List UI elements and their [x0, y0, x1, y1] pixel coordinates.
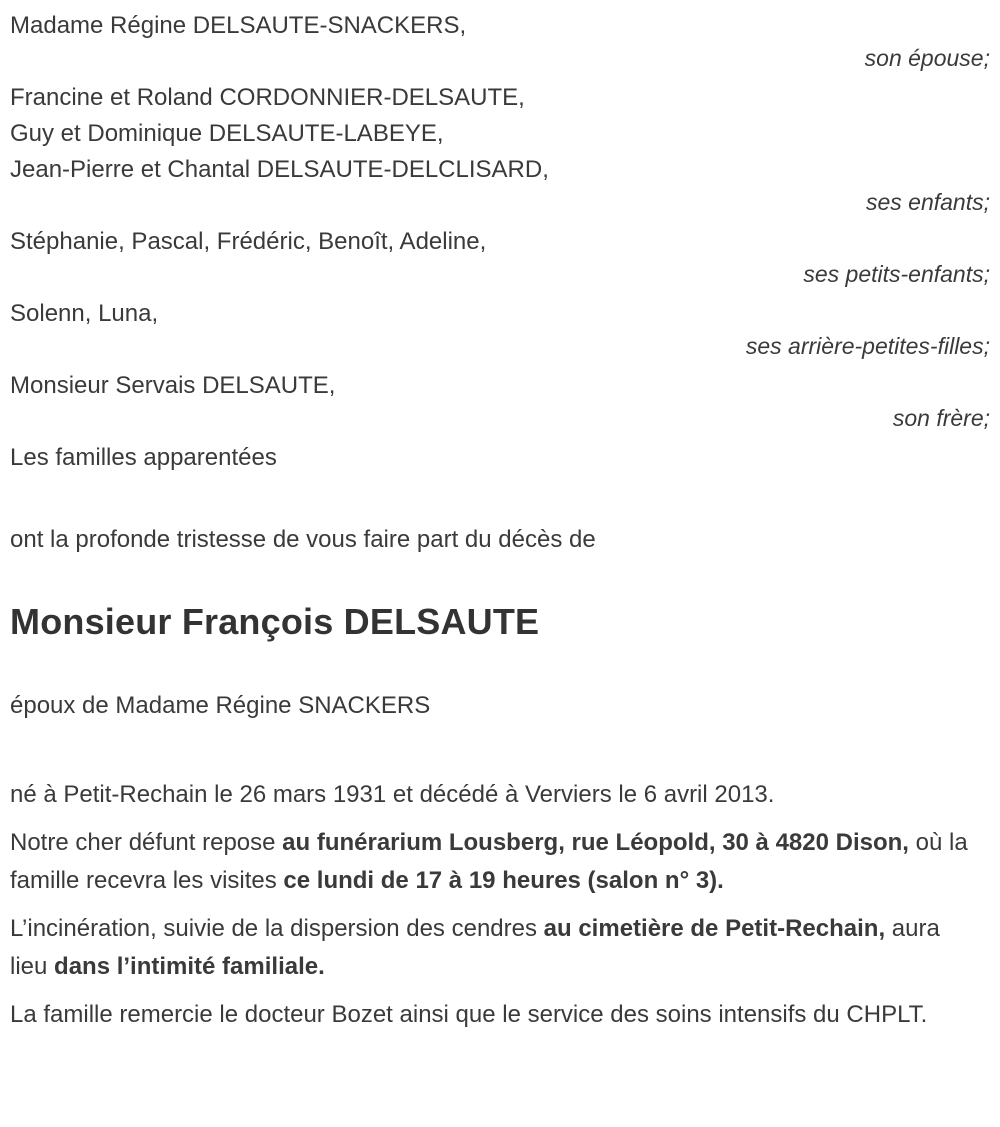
family-group-related-families [10, 440, 990, 476]
relation-label: son frère; [892, 405, 990, 431]
text-segment: aura lieu [10, 915, 940, 980]
relation-label: son épouse; [864, 45, 990, 71]
relative-name: Madame Régine DELSAUTE-SNACKERS, [10, 12, 467, 39]
family-group-brother [10, 368, 990, 432]
family-group-children [10, 80, 990, 216]
text-segment: L’incinération, suivie de la dispersion des cendres [10, 915, 544, 942]
text-segment: où la famille recevra les visites [10, 829, 968, 894]
thanks-line [10, 996, 968, 1034]
relative-name: Jean-Pierre et Chantal DELSAUTE-DELCLISARD, [10, 156, 549, 183]
relative-name: Francine et Roland CORDONNIER-DELSAUTE, [10, 84, 525, 111]
relative-name: Stéphanie, Pascal, Frédéric, Benoît, Adeline, [10, 228, 487, 255]
family-group-great-grandchildren [10, 296, 990, 360]
bold-text-segment: ce lundi de 17 à 19 heures (salon n° 3). [283, 867, 724, 894]
birth-death-line [10, 776, 968, 814]
text-segment: Notre cher défunt repose [10, 829, 283, 856]
bold-text-segment: au funérarium Lousberg, rue Léopold, 30 à 4820 Dison, [282, 829, 909, 856]
announcement-line: ont la profonde tristesse de vous faire part du décès de [10, 526, 596, 553]
text-segment: né à Petit-Rechain le 26 mars 1931 et décédé à Verviers le 6 avril 2013. [10, 781, 775, 808]
relation-label: ses arrière-petites-filles; [745, 333, 990, 359]
details-section [10, 776, 990, 1034]
family-group-grandchildren [10, 224, 990, 288]
text-segment: La famille remercie le docteur Bozet ainsi que le service des soins intensifs du CHPLT. [10, 1001, 928, 1028]
relative-name: Solenn, Luna, [10, 300, 159, 327]
spouse-line: époux de Madame Régine SNACKERS [10, 692, 431, 719]
relative-name: Guy et Dominique DELSAUTE-LABEYE, [10, 120, 444, 147]
cremation-line [10, 910, 968, 986]
bold-text-segment: au cimetière de Petit-Rechain, [543, 915, 886, 942]
relation-label: ses enfants; [865, 189, 990, 215]
relative-name: Monsieur Servais DELSAUTE, [10, 372, 336, 399]
bold-text-segment: dans l’intimité familiale. [54, 953, 325, 980]
funeral-home-line [10, 824, 968, 900]
relation-label: ses petits-enfants; [803, 261, 990, 287]
relative-name: Les familles apparentées [10, 444, 277, 471]
deceased-name: Monsieur François DELSAUTE [10, 601, 540, 642]
family-group-spouse [10, 8, 990, 72]
family-section [10, 8, 990, 476]
